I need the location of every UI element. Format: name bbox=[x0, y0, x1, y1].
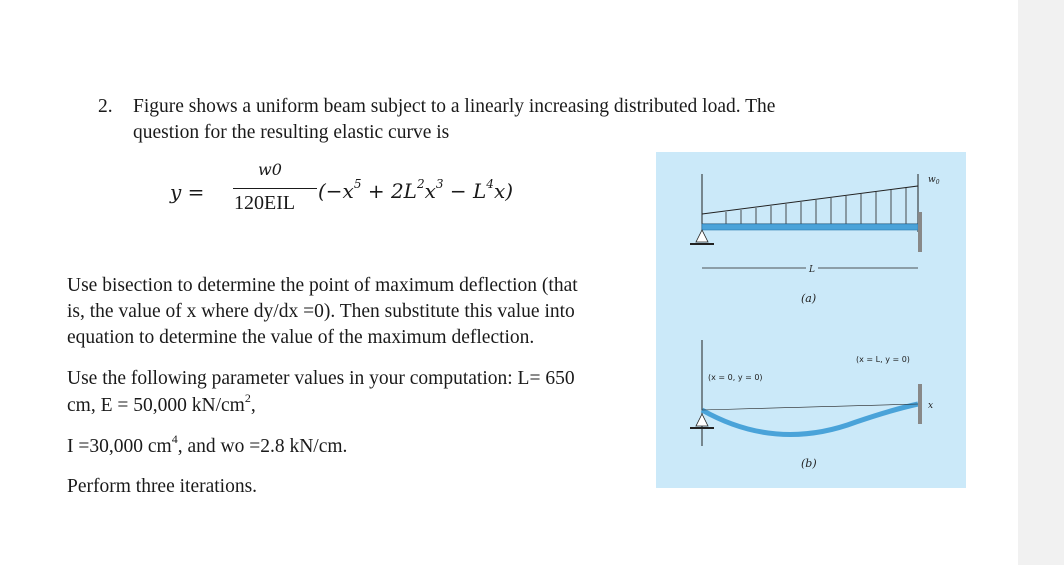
length-label: L bbox=[809, 265, 815, 275]
beam-a bbox=[702, 224, 918, 230]
problem-intro-line2: question for the resulting elastic curve is bbox=[133, 122, 450, 143]
paragraph3: I =30,000 $cm^4$, and wo =2.8 kN/cm. bbox=[67, 431, 348, 457]
axis-x-label: x bbox=[928, 401, 934, 411]
load-label: $w_0$ bbox=[928, 175, 940, 186]
paragraph2-line1: Use the following parameter values in your computation: L= 650 bbox=[67, 368, 575, 389]
problem-intro-line1: Figure shows a uniform beam subject to a linearly increasing distributed load. The bbox=[133, 96, 776, 117]
wall-hatch-right-b bbox=[918, 384, 922, 424]
caption-a: (a) bbox=[801, 292, 817, 305]
equation-lhs: y = bbox=[170, 180, 205, 204]
paragraph1-line3: equation to determine the value of the maximum deflection. bbox=[67, 327, 535, 348]
beam-figure bbox=[656, 152, 966, 488]
undeflected-axis bbox=[702, 404, 918, 410]
deflected-beam bbox=[702, 404, 918, 435]
fraction-bar bbox=[233, 188, 317, 189]
pin-support-a bbox=[696, 230, 708, 242]
bc-left-label: (x = 0, y = 0) bbox=[708, 373, 763, 382]
load-arrows bbox=[726, 188, 906, 224]
wall-hatch-right-a bbox=[918, 212, 922, 252]
equation-denominator: 120EIL bbox=[234, 192, 296, 214]
side-pane bbox=[1018, 0, 1064, 565]
paragraph2-line2: cm, E = 50,000 $kN/cm^2$, bbox=[67, 390, 256, 416]
paragraph1-line1: Use bisection to determine the point of maximum deflection (that bbox=[67, 275, 578, 296]
pin-support-b bbox=[696, 414, 708, 426]
caption-b: (b) bbox=[801, 457, 817, 470]
equation-numerator: w0 bbox=[258, 160, 282, 179]
paragraph4: Perform three iterations. bbox=[67, 476, 258, 497]
paragraph1-line2: is, the value of x where dy/dx =0). Then substitute this value into bbox=[67, 301, 575, 322]
problem-number: 2. bbox=[98, 96, 113, 117]
load-triangle bbox=[702, 186, 918, 224]
bc-right-label: (x = L, y = 0) bbox=[856, 355, 910, 364]
beam-diagram bbox=[656, 152, 966, 488]
equation-polynomial: $(-x^5 + 2L^2x^3 - L^4x)$ bbox=[318, 177, 514, 203]
